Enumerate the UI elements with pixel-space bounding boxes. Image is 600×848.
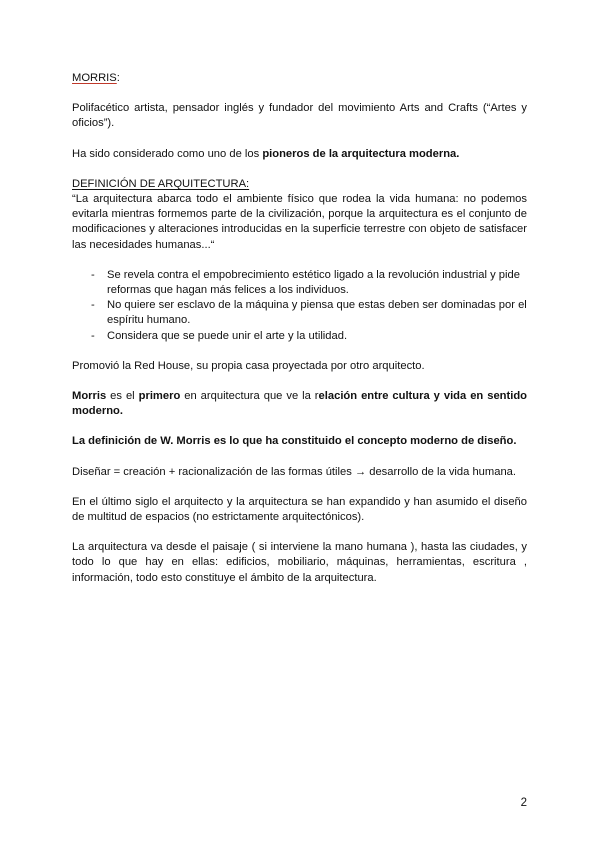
- relation-paragraph: [72, 389, 527, 419]
- bullet-dash: -: [91, 268, 95, 281]
- pioneer-bold: pioneros de la arquitectura moderna.: [262, 147, 460, 160]
- list-item: [72, 298, 527, 328]
- definition-heading: [72, 177, 527, 192]
- red-house-paragraph: Promovió la Red House, su propia casa proyectada por otro arquitecto.: [72, 359, 425, 372]
- bullet-text: No quiere ser esclavo de la máquina y piensa que estas deben ser dominadas por el espíritu humano.: [107, 299, 527, 327]
- bullet-dash: -: [91, 329, 95, 342]
- morris-heading: [72, 71, 527, 86]
- list-item: [72, 329, 527, 344]
- relation-mid-2: en arquitectura que ve la r: [180, 390, 319, 403]
- bullet-text: Considera que se puede unir el arte y la utilidad.: [107, 329, 348, 342]
- design-formula: Diseñar = creación + racionalización de las formas útiles → desarrollo de la vida humana.: [72, 465, 516, 478]
- definition-quote: “La arquitectura abarca todo el ambiente físico que rodea la vida humana: no podemos evitarla mientras formemos parte de la civilización, porque la arquitectura es el conjunto de modificaciones y alteraciones introducidas en la superficie terrestre con objeto de satisfacer las necesidades humanas...“: [72, 193, 527, 251]
- definition-heading-text: DEFINICIÓN DE ARQUITECTURA:: [72, 177, 250, 190]
- last-century-paragraph: En el último siglo el arquitecto y la arquitectura se han expandido y han asumido el diseño de multitud de espacios (no estrictamente arquitectónicos).: [72, 495, 527, 524]
- bullet-text: Se revela contra el empobrecimiento estético ligado a la revolución industrial y pide reformas que hagan más felices a los individuos.: [107, 268, 520, 297]
- morris-intro: Polifacético artista, pensador inglés y fundador del movimiento Arts and Crafts (“Artes y oficios”).: [72, 102, 527, 130]
- pioneer-statement: [72, 147, 527, 162]
- bullet-dash: -: [91, 299, 95, 312]
- relation-mid-1: es el: [106, 390, 139, 403]
- page-content: [72, 71, 527, 586]
- morris-title-colon: :: [116, 72, 120, 84]
- list-item: [72, 268, 527, 298]
- relation-primero-bold: primero: [138, 390, 181, 403]
- page-number: 2: [520, 797, 527, 809]
- definition-statement: La definición de W. Morris es lo que ha constituido el concepto moderno de diseño.: [72, 435, 517, 448]
- morris-title: MORRIS: [72, 72, 117, 84]
- bullet-list: [72, 268, 527, 344]
- relation-bold-text: elación entre cultura y vida en sentido moderno.: [72, 390, 527, 418]
- relation-morris-bold: Morris: [72, 390, 107, 403]
- pioneer-prefix: Ha sido considerado como uno de los: [72, 147, 263, 160]
- scope-paragraph: La arquitectura va desde el paisaje ( si interviene la mano humana ), hasta las ciudades, y todo lo que hay en ellas: edificios, mobiliario, máquinas, herramientas, escritura , información, todo esto constituye el ámbito de la arquitectura.: [72, 541, 527, 584]
